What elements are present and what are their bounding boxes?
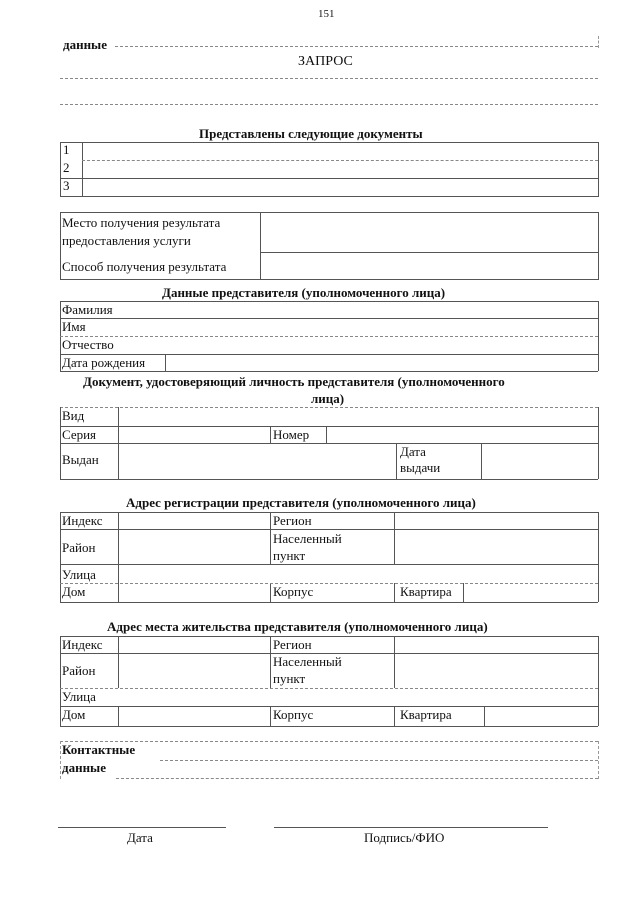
representative-top-border	[60, 301, 598, 302]
reg-index-region-field[interactable]	[60, 529, 598, 530]
id-document-heading-line1: Документ, удостоверяющий личность представителя (уполномоченного	[83, 374, 505, 389]
contacts-left-border	[60, 741, 61, 779]
surname-label: Фамилия	[62, 302, 113, 317]
res-value-column	[394, 636, 395, 688]
res-district-field[interactable]	[60, 688, 598, 689]
representative-right-border	[598, 301, 599, 371]
res-right-border	[598, 636, 599, 726]
res-apartment-value-column	[484, 706, 485, 726]
result-place-label-line1: Место получения результата	[62, 215, 221, 230]
id-document-date-divider-right	[481, 443, 482, 479]
doc-series-number-field[interactable]	[60, 443, 598, 444]
reg-mid-column-upper	[270, 512, 271, 564]
date-caption: Дата	[127, 830, 153, 845]
id-document-number-label-divider	[326, 426, 327, 443]
reg-mid-column-lower	[270, 583, 271, 602]
top-data-label: данные	[63, 37, 107, 52]
res-street-label: Улица	[62, 689, 96, 704]
result-place-field[interactable]	[260, 252, 598, 253]
documents-number-column-border	[82, 142, 83, 197]
reg-settlement-label-line2: пункт	[273, 548, 306, 563]
reg-apartment-column	[394, 583, 395, 602]
doc-issued-field[interactable]	[60, 479, 598, 480]
documents-bottom-border	[60, 196, 598, 197]
result-right-border	[598, 212, 599, 280]
id-document-date-divider-left	[396, 443, 397, 479]
reg-building-label: Корпус	[273, 584, 314, 599]
result-left-border	[60, 212, 61, 280]
reg-house-label: Дом	[62, 584, 86, 599]
document-row-number: 3	[63, 178, 70, 193]
reg-house-field[interactable]	[60, 602, 598, 603]
res-settlement-label-line1: Населенный	[273, 654, 342, 669]
request-line-1[interactable]	[60, 78, 598, 79]
res-mid-column-upper	[270, 636, 271, 688]
doc-type-label: Вид	[62, 408, 85, 423]
result-place-label-line2: предоставления услуги	[62, 233, 191, 248]
reg-apartment-value-column	[463, 583, 464, 602]
res-house-field[interactable]	[60, 726, 598, 727]
reg-label-column	[118, 512, 119, 602]
contacts-right-border	[598, 741, 599, 779]
doc-series-label: Серия	[62, 427, 97, 442]
res-building-label: Корпус	[273, 707, 314, 722]
res-house-label: Дом	[62, 707, 86, 722]
name-field[interactable]	[60, 336, 598, 337]
documents-left-border	[60, 142, 61, 197]
reg-region-label: Регион	[273, 513, 312, 528]
top-right-tick	[598, 36, 599, 48]
residence-address-heading: Адрес места жительства представителя (уполномоченного лица)	[107, 619, 488, 634]
doc-issue-date-label-line2: выдачи	[400, 460, 441, 475]
documents-top-border	[60, 142, 598, 143]
reg-left-border	[60, 512, 61, 602]
result-column-border	[260, 212, 261, 280]
request-line-2[interactable]	[60, 104, 598, 105]
reg-apartment-label: Квартира	[400, 584, 452, 599]
doc-issued-label: Выдан	[62, 452, 99, 467]
res-region-label: Регион	[273, 637, 312, 652]
doc-type-field[interactable]	[60, 426, 598, 427]
contacts-field-line1[interactable]	[160, 760, 598, 761]
result-top-border	[60, 212, 598, 213]
contacts-top-border	[60, 741, 598, 742]
reg-street-field[interactable]	[60, 583, 598, 584]
top-dashed-line	[115, 46, 598, 47]
res-district-label: Район	[62, 663, 96, 678]
registration-address-heading: Адрес регистрации представителя (уполномоченного лица)	[126, 495, 476, 510]
result-method-label: Способ получения результата	[62, 259, 227, 274]
document-row-1-line[interactable]	[82, 160, 598, 161]
id-document-right-border	[598, 407, 599, 479]
res-top-border	[60, 636, 598, 637]
surname-field[interactable]	[60, 318, 598, 319]
document-row-number: 2	[63, 160, 70, 175]
reg-district-label: Район	[62, 540, 96, 555]
res-settlement-label-line2: пункт	[273, 671, 306, 686]
documents-heading: Представлены следующие документы	[199, 126, 423, 141]
reg-top-border	[60, 512, 598, 513]
res-apartment-column	[394, 706, 395, 726]
reg-district-field[interactable]	[60, 564, 598, 565]
reg-right-border	[598, 512, 599, 602]
id-document-heading-line2: лица)	[311, 391, 345, 406]
representative-column-border	[165, 354, 166, 371]
documents-right-border	[598, 142, 599, 197]
res-left-border	[60, 636, 61, 726]
reg-street-label: Улица	[62, 567, 96, 582]
request-title: ЗАПРОС	[298, 54, 353, 69]
id-document-top-border	[60, 407, 598, 408]
signature-caption: Подпись/ФИО	[364, 830, 445, 845]
result-method-field[interactable]	[60, 279, 598, 280]
res-apartment-label: Квартира	[400, 707, 452, 722]
birth-date-field[interactable]	[60, 371, 598, 372]
name-label: Имя	[62, 319, 86, 334]
contacts-label-line1: Контактные	[62, 742, 136, 757]
page-number: 151	[318, 8, 335, 20]
id-document-number-divider	[270, 426, 271, 443]
reg-index-label: Индекс	[62, 513, 103, 528]
res-street-field[interactable]	[60, 706, 598, 707]
name-signature-line[interactable]	[274, 827, 548, 828]
document-row-2-line[interactable]	[60, 178, 598, 179]
contacts-field-line2[interactable]	[116, 778, 598, 779]
res-mid-column-lower	[270, 706, 271, 726]
res-index-label: Индекс	[62, 637, 103, 652]
birth-date-label: Дата рождения	[62, 355, 146, 370]
doc-issue-date-label-line1: Дата	[400, 444, 426, 459]
res-label-column-upper	[118, 636, 119, 688]
doc-number-label: Номер	[273, 427, 310, 442]
contacts-label-line2: данные	[62, 760, 106, 775]
representative-heading: Данные представителя (уполномоченного лица)	[162, 285, 446, 300]
res-label-column-lower	[118, 706, 119, 726]
date-signature-line[interactable]	[58, 827, 226, 828]
document-row-number: 1	[63, 142, 70, 157]
reg-settlement-label-line1: Населенный	[273, 531, 342, 546]
patronymic-label: Отчество	[62, 337, 114, 352]
reg-value-column	[394, 512, 395, 564]
